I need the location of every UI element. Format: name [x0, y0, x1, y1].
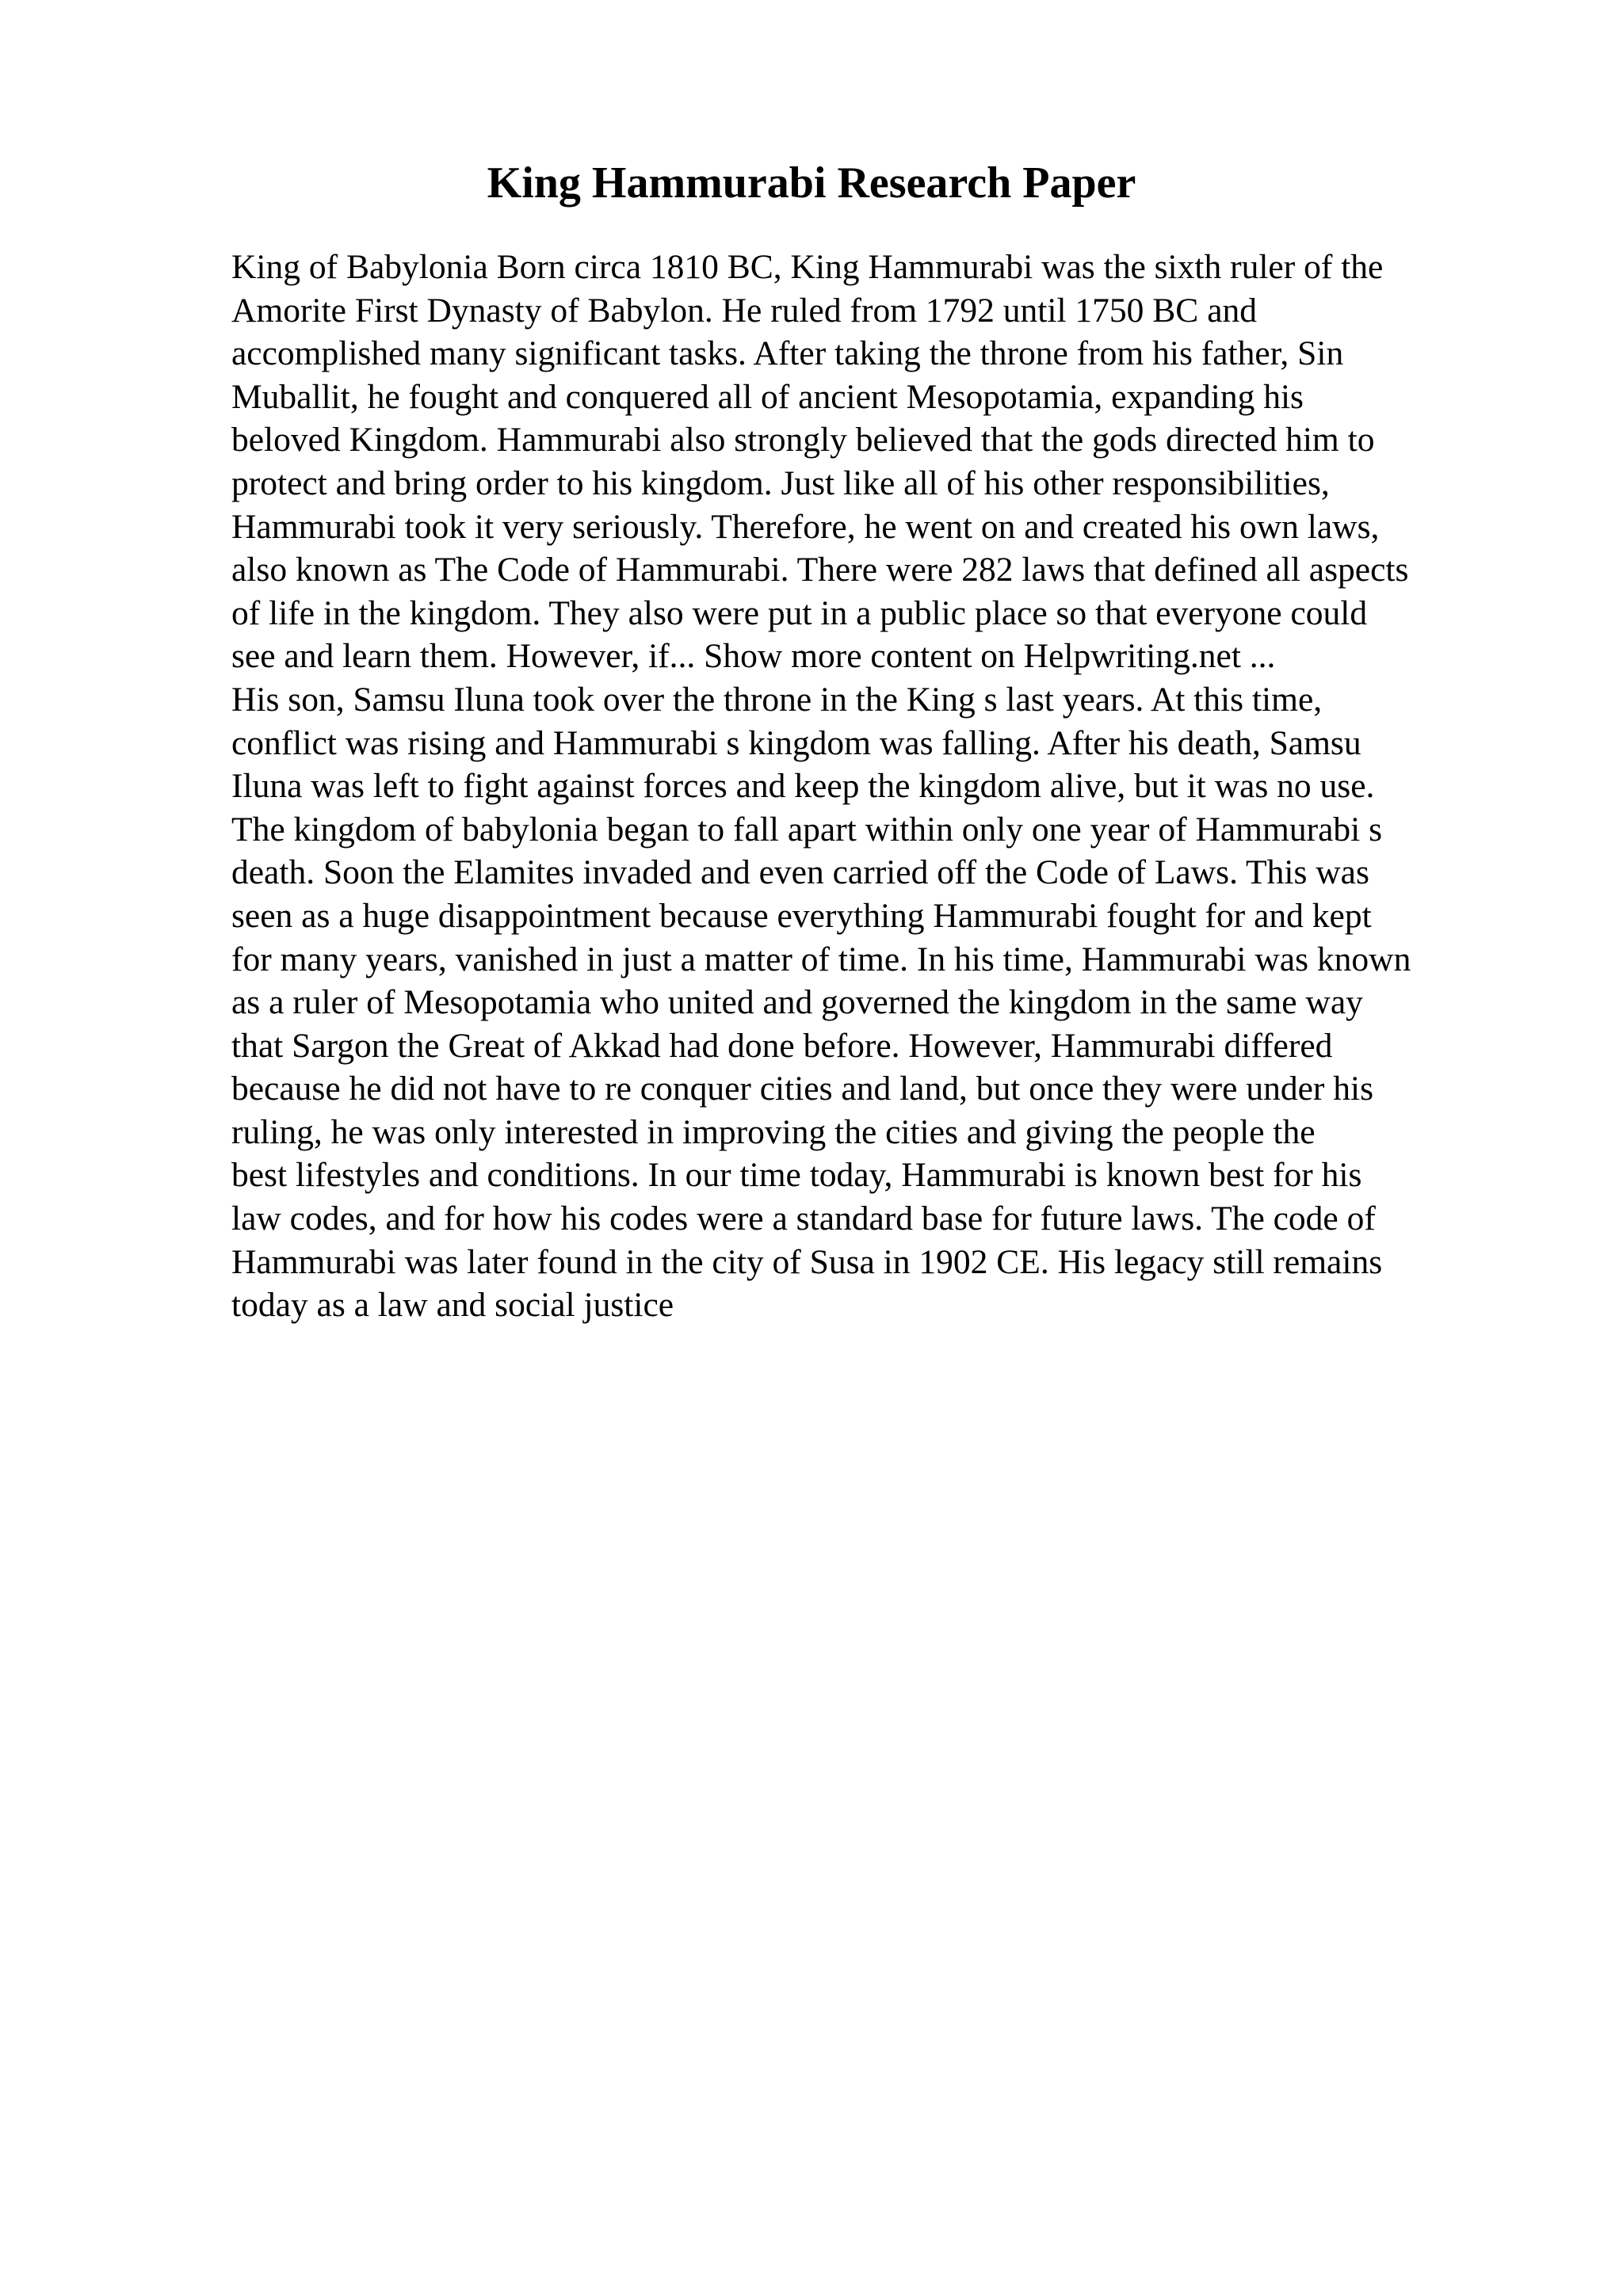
body-text — [231, 246, 1515, 1327]
text-line: best lifestyles and conditions. In our time today, Hammurabi is known best for his — [231, 1156, 1362, 1195]
text-line: today as a law and social justice — [231, 1286, 674, 1325]
text-line: Muballit, he fought and conquered all of ancient Mesopotamia, expanding his — [231, 377, 1304, 416]
text-line: Hammurabi was later found in the city of Susa in 1902 CE. His legacy still remains — [231, 1242, 1383, 1281]
text-line: ruling, he was only interested in improving the cities and giving the people the — [231, 1112, 1316, 1151]
text-line: death. Soon the Elamites invaded and even carried off the Code of Laws. This was — [231, 853, 1369, 892]
text-line: seen as a huge disappointment because everything Hammurabi fought for and kept — [231, 896, 1372, 935]
text-line: The kingdom of babylonia began to fall apart within only one year of Hammurabi s — [231, 810, 1383, 849]
text-line: beloved Kingdom. Hammurabi also strongly believed that the gods directed him to — [231, 421, 1375, 460]
text-line: because he did not have to re conquer cities and land, but once they were under his — [231, 1070, 1374, 1108]
text-line: Amorite First Dynasty of Babylon. He ruled from 1792 until 1750 BC and — [231, 291, 1257, 330]
text-line: His son, Samsu Iluna took over the throne in the King s last years. At this time, — [231, 680, 1323, 719]
text-line: accomplished many significant tasks. After taking the throne from his father, Sin — [231, 334, 1344, 373]
text-line: see and learn them. However, if... Show more content on Helpwriting.net ... — [231, 637, 1276, 676]
text-line: Iluna was left to fight against forces and keep the kingdom alive, but it was no use. — [231, 767, 1375, 806]
text-line: Hammurabi took it very seriously. Therefore, he went on and created his own laws, — [231, 507, 1380, 546]
text-line: for many years, vanished in just a matter of time. In his time, Hammurabi was known — [231, 940, 1411, 978]
text-line: of life in the kingdom. They also were put in a public place so that everyone could — [231, 593, 1368, 632]
text-line: protect and bring order to his kingdom. Just like all of his other responsibilities, — [231, 463, 1330, 502]
text-line: as a ruler of Mesopotamia who united and governed the kingdom in the same way — [231, 983, 1363, 1022]
text-line: that Sargon the Great of Akkad had done before. However, Hammurabi differed — [231, 1026, 1333, 1065]
text-line: King of Babylonia Born circa 1810 BC, King Hammurabi was the sixth ruler of the — [231, 248, 1384, 286]
text-line: conflict was rising and Hammurabi s kingdom was falling. After his death, Samsu — [231, 723, 1361, 762]
text-line: also known as The Code of Hammurabi. There were 282 laws that defined all aspects — [231, 551, 1409, 589]
text-line: law codes, and for how his codes were a standard base for future laws. The code of — [231, 1199, 1376, 1238]
page-title: King Hammurabi Research Paper — [487, 158, 1136, 208]
